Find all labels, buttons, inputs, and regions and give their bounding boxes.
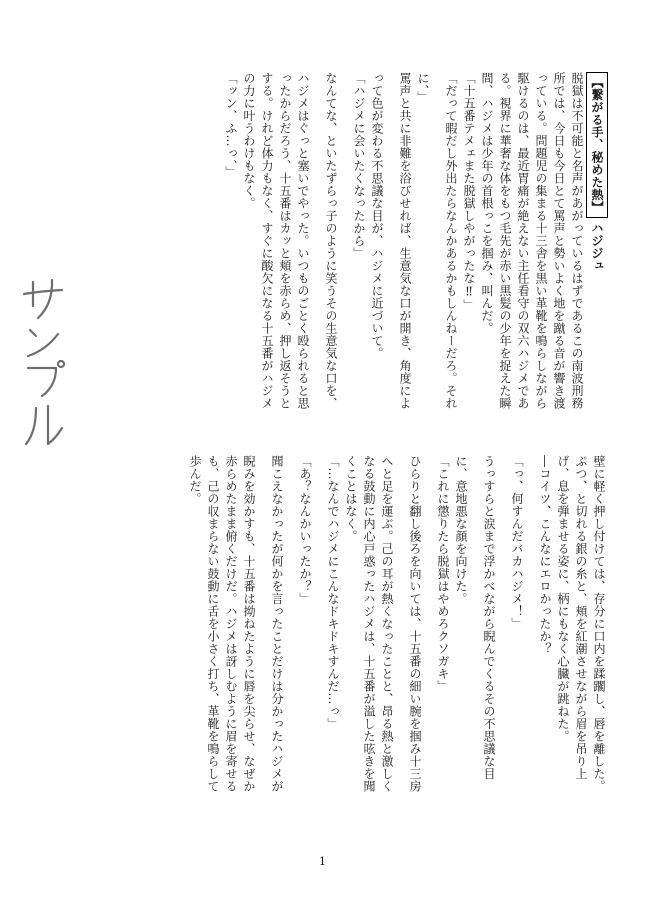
- text-line: する。けれど体力もなく、すぐに酸欠になる十五番がハジメ: [260, 72, 274, 410]
- title-characters: ハジジュ: [590, 221, 604, 272]
- text-line: も、己の収まらない鼓動に舌を小さく打ち、革靴を鳴らして: [206, 455, 220, 793]
- text-line: って色が変わる不思議な目が、ハジメに近づいて。: [370, 72, 384, 360]
- text-line: に、」: [416, 72, 430, 104]
- text-line: 駆けるのは、最近胃痛が絶えない主任看守の双六ハジメであ: [516, 72, 530, 410]
- title-boxed: 【繋がる手、秘めた熱】: [586, 72, 608, 218]
- text-line: ハジメはぐっと塞いでやった。いつものごとく殴られると思: [296, 72, 310, 410]
- text-line: なる鼓動に内心戸惑ったハジメは、十五番が溢した呟きを聞: [362, 455, 376, 793]
- text-line: に、意地悪な顔を向けた。: [454, 455, 468, 605]
- text-line: げ、息を弾ませる姿に、柄にもなく心臓が跳ねた。: [556, 455, 570, 743]
- text-line: 所では、今日も今日とて罵声と勢いよく地を蹴る音が響き渡: [552, 72, 566, 410]
- text-line: 「…なんでハジメにこんなドキドキすんだ…っ」: [326, 455, 340, 730]
- text-line: 睨みを効かすも、十五番は拗ねたように唇を尖らせ、なぜか: [242, 455, 256, 793]
- text-line: 「だって暇だし外出たらなんかあるかもしんねーだろ。それ: [444, 72, 458, 410]
- sample-watermark: [18, 272, 68, 452]
- lower-text-block: [140, 455, 608, 845]
- text-line: 「十五番テメェまた脱獄しやがったな‼」: [462, 72, 476, 312]
- text-line: 脱獄は不可能と名声があがっているはずであるこの南波刑務: [570, 72, 584, 410]
- text-line: へと足を運ぶ。己の耳が熱くなったことと、昂る熱と激しく: [380, 455, 394, 793]
- text-line: 「ッン、ふ…っ、」: [224, 72, 238, 179]
- text-line: 赤らめたまま俯くだけだ。ハジメは訝しむように眉を寄せる: [224, 455, 238, 793]
- text-line: 「ハジメに会いたくなったから」: [352, 72, 366, 260]
- text-line: くことはなく。: [344, 455, 358, 543]
- text-line: 間、ハジメは少年の首根っこを掴み、叫んだ。: [480, 72, 494, 335]
- text-line: 罵声と共に非難を浴びせれば、生意気な口が開き、角度によ: [398, 72, 412, 410]
- text-line: ぷつ、と切れる銀の糸と、頬を紅潮させながら眉を吊り上: [574, 455, 588, 780]
- text-line: 「っ、何すんだバカハジメ！」: [510, 455, 524, 630]
- text-line: ひらりと翻し後ろを向いては、十五番の細い腕を掴み十三房: [408, 455, 422, 793]
- text-line: なんてな、といたずらっ子のように笑うその生意気な口を、: [324, 72, 338, 410]
- text-line: ―コイツ、こんなにエロかったか？: [538, 455, 552, 655]
- text-line: うっすらと涙まで浮かべながら睨んでくるその不思議な目: [482, 455, 496, 780]
- lower-lines: [186, 455, 608, 845]
- text-line: 聞こえなかったが何かを言ったことだけは分かったハジメが: [270, 455, 284, 793]
- text-line: 歩んだ。: [188, 455, 202, 505]
- text-line: ったからだろう、十五番はカッと頬を赤らめ、押し返そうと: [278, 72, 292, 410]
- text-line: る。視界に華奢な体をもつ毛先が赤い黒髪の少年を捉えた瞬: [498, 72, 512, 410]
- title-line: [586, 72, 608, 440]
- upper-lines: [222, 72, 586, 440]
- text-line: の力に叶うわけもなく。: [242, 72, 256, 210]
- text-line: 「これに懲りたら脱獄はやめろクソガキ」: [436, 455, 450, 693]
- text-line: 壁に軽く押し付けては、存分に口内を蹂躙し、唇を離した。: [592, 455, 606, 793]
- upper-text-block: [168, 72, 608, 440]
- text-line: っている。問題児の集まる十三舎を黒い革靴を鳴らしながら: [534, 72, 548, 410]
- text-line: 「あ？なんかいったか？」: [298, 455, 312, 605]
- page-number: 1: [319, 855, 326, 868]
